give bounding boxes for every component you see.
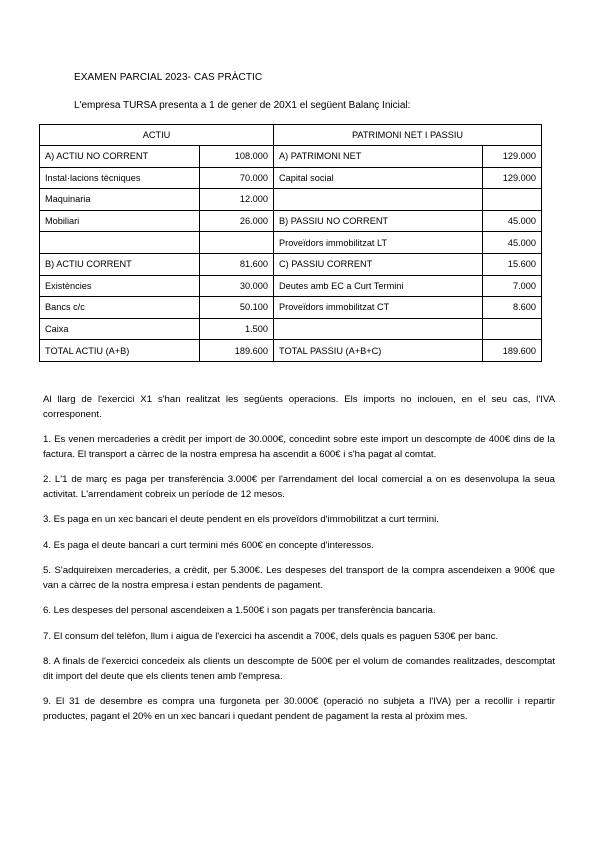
balance-header-row bbox=[40, 125, 542, 146]
balance-row bbox=[40, 210, 542, 232]
liability-value: 7.000 bbox=[483, 275, 542, 297]
balance-body bbox=[40, 146, 542, 362]
operation-paragraph: 5. S'adquireixen mercaderies, a crèdit, per 5.300€. Les despeses del transport de la compra ascendeixen a 900€ que van a càrrec de la nostra empresa i estan pendents de pagament. bbox=[43, 565, 555, 591]
liability-value: 129.000 bbox=[483, 167, 542, 189]
balance-row bbox=[40, 340, 542, 362]
operation-paragraph: 9. El 31 de desembre es compra una furgoneta per 30.000€ (operació no subjeta a l'IVA) per a recollir i repartir productes, pagant el 20% en un xec bancari i quedant pendent de pagament la resta al pròxim mes. bbox=[43, 696, 555, 722]
liability-label: A) PATRIMONI NET bbox=[274, 146, 483, 168]
liability-label: TOTAL PASSIU (A+B+C) bbox=[274, 340, 483, 362]
asset-value: 26.000 bbox=[200, 210, 274, 232]
asset-value: 70.000 bbox=[200, 167, 274, 189]
liability-value bbox=[483, 318, 542, 340]
liability-label bbox=[274, 318, 483, 340]
operations-text bbox=[43, 393, 555, 735]
asset-label bbox=[40, 232, 200, 254]
asset-value: 1.500 bbox=[200, 318, 274, 340]
asset-label: TOTAL ACTIU (A+B) bbox=[40, 340, 200, 362]
balance-row bbox=[40, 253, 542, 275]
liability-label: Proveïdors immobilitzat CT bbox=[274, 297, 483, 319]
liability-value: 45.000 bbox=[483, 232, 542, 254]
exam-title: EXAMEN PARCIAL 2023- CAS PRÀCTIC bbox=[74, 72, 263, 83]
liability-label: Deutes amb EC a Curt Termini bbox=[274, 275, 483, 297]
liability-label bbox=[274, 189, 483, 211]
liability-label: Capital social bbox=[274, 167, 483, 189]
asset-value: 81.600 bbox=[200, 253, 274, 275]
operation-paragraph: 3. Es paga en un xec bancari el deute pendent en els proveïdors d'immobilitzat a curt termini. bbox=[43, 514, 439, 525]
equity-liabilities-header: PATRIMONI NET I PASSIU bbox=[274, 125, 542, 146]
asset-label: A) ACTIU NO CORRENT bbox=[40, 146, 200, 168]
balance-sheet-table bbox=[39, 124, 542, 362]
operation-paragraph: 8. A finals de l'exercici concedeix als clients un descompte de 500€ per el volum de comandes realitzades, descomptat dit import del deute que els clients tenen amb l'empresa. bbox=[43, 656, 555, 682]
balance-row bbox=[40, 189, 542, 211]
balance-row bbox=[40, 167, 542, 189]
balance-row bbox=[40, 318, 542, 340]
balance-row bbox=[40, 232, 542, 254]
liability-value: 45.000 bbox=[483, 210, 542, 232]
liability-label: C) PASSIU CORRENT bbox=[274, 253, 483, 275]
liability-value bbox=[483, 189, 542, 211]
asset-label: B) ACTIU CORRENT bbox=[40, 253, 200, 275]
operation-paragraph: 4. Es paga el deute bancari a curt termini més 600€ en concepte d'interessos. bbox=[43, 539, 374, 551]
asset-label: Bancs c/c bbox=[40, 297, 200, 319]
balance-row bbox=[40, 146, 542, 168]
asset-value: 189.600 bbox=[200, 340, 274, 362]
liability-value: 189.600 bbox=[483, 340, 542, 362]
liability-value: 129.000 bbox=[483, 146, 542, 168]
asset-value: 30.000 bbox=[200, 275, 274, 297]
balance-row bbox=[40, 275, 542, 297]
liability-value: 15.600 bbox=[483, 253, 542, 275]
balance-row bbox=[40, 297, 542, 319]
liability-value: 8.600 bbox=[483, 297, 542, 319]
operation-paragraph: 6. Les despeses del personal ascendeixen a 1.500€ i son pagats per transferència bancaria. bbox=[43, 605, 436, 616]
asset-value: 12.000 bbox=[200, 189, 274, 211]
asset-label: Existències bbox=[40, 275, 200, 297]
asset-label: Mobiliari bbox=[40, 210, 200, 232]
intro-text: L'empresa TURSA presenta a 1 de gener de 20X1 el següent Balanç Inicial: bbox=[74, 100, 411, 111]
operation-paragraph: Al llarg de l'exercici X1 s'han realitzat les següents operacions. Els imports no inclouen, en el seu cas, l'IVA corresponent. bbox=[43, 394, 555, 420]
liability-label: Proveïdors immobilitzat LT bbox=[274, 232, 483, 254]
operation-paragraph: 2. L'1 de març es paga per transferència 3.000€ per l'arrendament del local comercial a on es desenvolupa la seua activitat. L'arrendament cobreix un període de 12 mesos. bbox=[43, 474, 555, 500]
asset-value: 50.100 bbox=[200, 297, 274, 319]
asset-label: Maquinaria bbox=[40, 189, 200, 211]
assets-header: ACTIU bbox=[40, 125, 274, 146]
asset-label: Instal·lacions tècniques bbox=[40, 167, 200, 189]
operation-paragraph: 1. Es venen mercaderies a crèdit per import de 30.000€, concedint sobre este import un descompte de 400€ dins de la factura. El transport a càrrec de la nostra empresa ha ascendit a 600€ i s'ha pagat al comtat. bbox=[43, 434, 555, 460]
asset-value bbox=[200, 232, 274, 254]
asset-value: 108.000 bbox=[200, 146, 274, 168]
asset-label: Caixa bbox=[40, 318, 200, 340]
liability-label: B) PASSIU NO CORRENT bbox=[274, 210, 483, 232]
operation-paragraph: 7. El consum del telèfon, llum i aigua de l'exercici ha ascendit a 700€, dels quals es paguen 530€ per banc. bbox=[43, 630, 499, 642]
